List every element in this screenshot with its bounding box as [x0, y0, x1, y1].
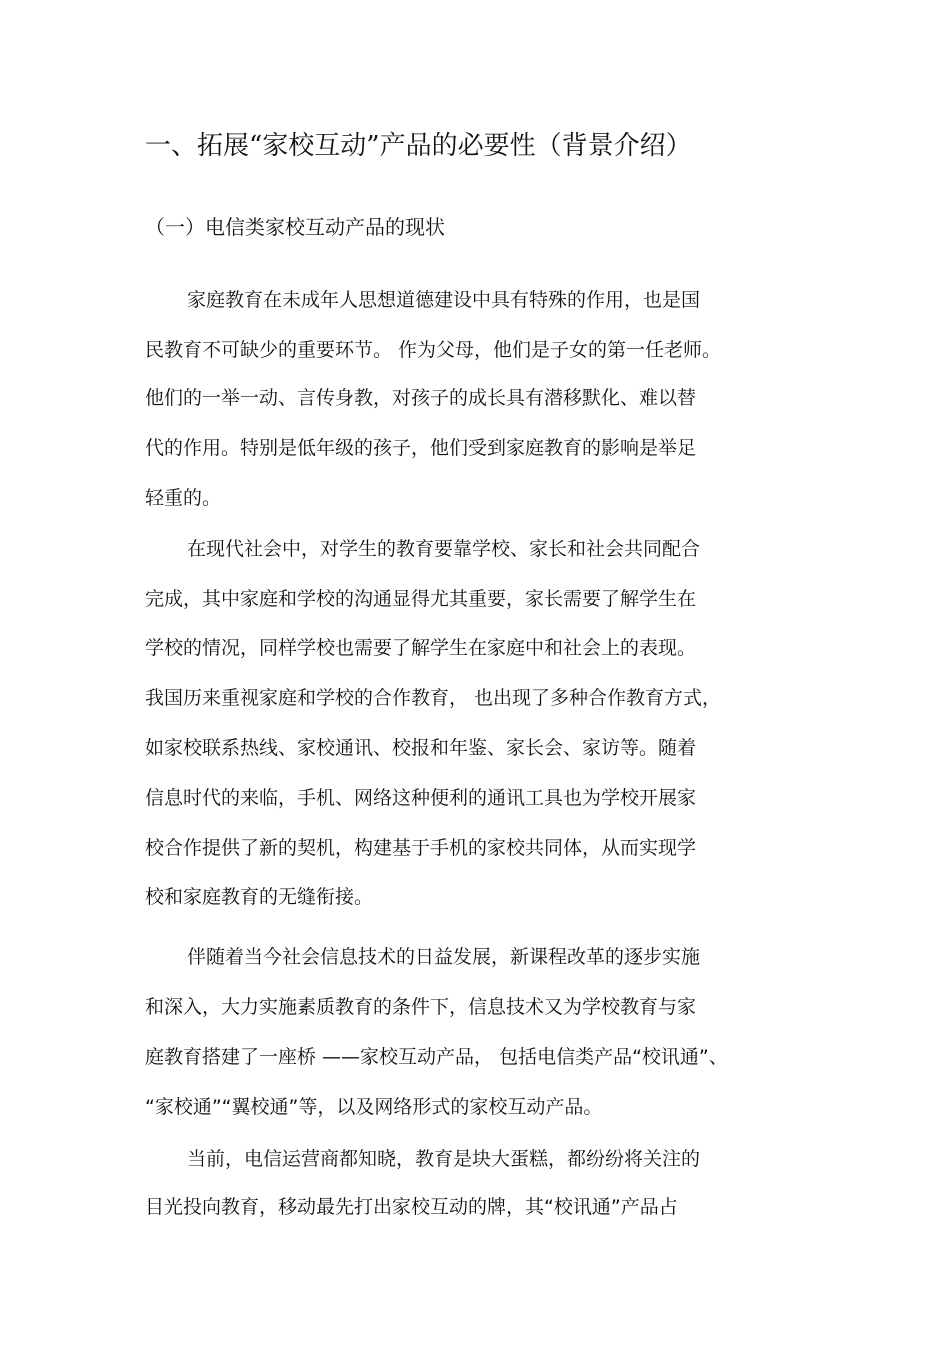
section-heading: 一、拓展“家校互动”产品的必要性（背景介绍） [145, 131, 692, 161]
paragraph-2-line-5: 如家校联系热线、家校通讯、校报和年鉴、家长会、家访等。随着 [145, 737, 697, 759]
paragraph-2-line-2: 完成，其中家庭和学校的沟通显得尤其重要，家长需要了解学生在 [145, 588, 697, 610]
paragraph-1-line-1: 家庭教育在未成年人思想道德建设中具有特殊的作用，也是国 [187, 289, 701, 311]
paragraph-4-line-1: 当前，电信运营商都知晓，教育是块大蛋糕，都纷纷将关注的 [187, 1148, 701, 1170]
paragraph-3-line-2: 和深入，大力实施素质教育的条件下，信息技术又为学校教育与家 [145, 996, 697, 1018]
paragraph-2-line-1: 在现代社会中，对学生的教育要靠学校、家长和社会共同配合 [187, 538, 701, 560]
paragraph-3-line-3: 庭教育搭建了一座桥 ——家校互动产品， 包括电信类产品“校讯通”、 [145, 1046, 728, 1068]
paragraph-2-line-3: 学校的情况，同样学校也需要了解学生在家庭中和社会上的表现。 [145, 637, 697, 659]
paragraph-1-line-2: 民教育不可缺少的重要环节。 作为父母，他们是子女的第一任老师。 [145, 339, 722, 361]
paragraph-2-line-6: 信息时代的来临，手机、网络这种便利的通讯工具也为学校开展家 [145, 787, 697, 809]
paragraph-1-line-3: 他们的一举一动、言传身教，对孩子的成长具有潜移默化、难以替 [145, 387, 697, 409]
paragraph-1-line-4: 代的作用。特别是低年级的孩子，他们受到家庭教育的影响是举足 [145, 437, 697, 459]
paragraph-4-line-2: 目光投向教育，移动最先打出家校互动的牌，其“校讯通”产品占 [145, 1196, 678, 1218]
subsection-heading: （一）电信类家校互动产品的现状 [145, 215, 445, 239]
paragraph-2-line-7: 校合作提供了新的契机，构建基于手机的家校共同体，从而实现学 [145, 837, 697, 859]
paragraph-3-line-4: “家校通”“翼校通”等，以及网络形式的家校互动产品。 [145, 1096, 603, 1118]
paragraph-3-line-1: 伴随着当今社会信息技术的日益发展，新课程改革的逐步实施 [187, 946, 701, 968]
paragraph-2-line-8: 校和家庭教育的无缝衔接。 [145, 886, 374, 908]
paragraph-2-line-4: 我国历来重视家庭和学校的合作教育， 也出现了多种合作教育方式， [145, 687, 722, 709]
paragraph-1-line-5: 轻重的。 [145, 487, 222, 509]
